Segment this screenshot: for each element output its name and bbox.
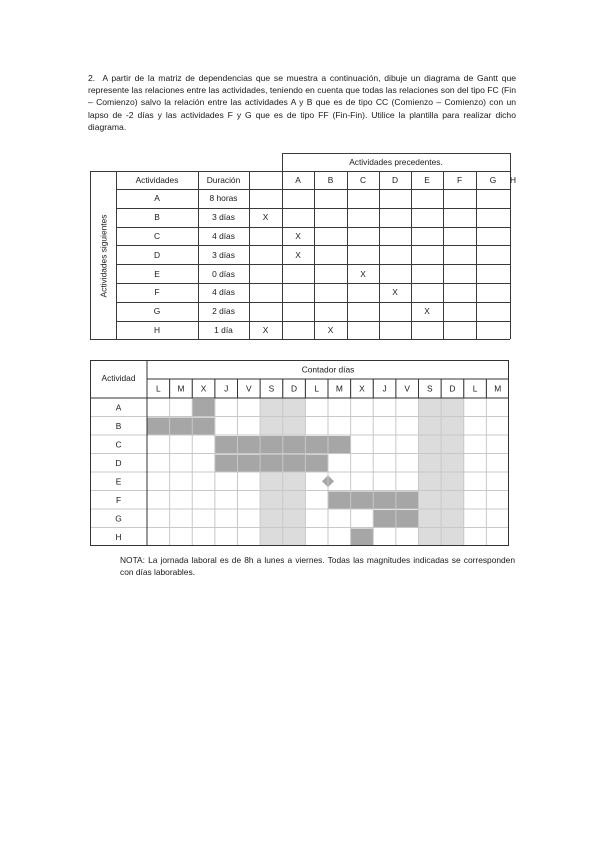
dependency-mark: X xyxy=(262,324,269,335)
grid-line xyxy=(347,171,348,339)
grid-line xyxy=(314,171,315,339)
pred-col-header: G xyxy=(489,175,497,185)
day-label: M xyxy=(335,383,343,394)
row-duration: 3 días xyxy=(212,249,235,260)
activity-label: A xyxy=(115,402,122,413)
question-text xyxy=(88,72,516,133)
gantt-header: Contador días xyxy=(301,364,355,375)
row-duration: 0 días xyxy=(212,268,235,279)
pred-col-header: E xyxy=(424,175,430,185)
group-header: Actividades precedentes. xyxy=(349,157,443,167)
pred-col-header: D xyxy=(391,175,399,185)
task-bar xyxy=(192,399,215,417)
row-duration: 2 días xyxy=(212,306,235,317)
row-duration: 1 día xyxy=(214,324,233,335)
grid-line xyxy=(116,339,510,340)
dependency-matrix xyxy=(90,153,517,341)
day-label: L xyxy=(472,383,478,394)
dependency-mark: X xyxy=(327,324,334,335)
dependency-mark: X xyxy=(262,212,269,223)
grid-line xyxy=(443,171,444,339)
day-label: L xyxy=(155,383,161,394)
day-label: V xyxy=(246,383,252,394)
dependency-mark: X xyxy=(424,306,430,317)
day-label: J xyxy=(224,383,229,394)
dependency-mark: X xyxy=(360,268,366,279)
row-group-label xyxy=(90,171,116,340)
activity-label: G xyxy=(115,513,122,524)
pred-col-header: A xyxy=(295,175,301,185)
day-label: S xyxy=(427,383,433,394)
dependency-mark: X xyxy=(392,287,398,298)
row-activity: B xyxy=(154,212,160,223)
task-bar xyxy=(147,418,215,436)
row-duration: 4 días xyxy=(212,287,235,298)
day-label: M xyxy=(494,383,502,394)
dependency-mark: X xyxy=(295,249,301,260)
day-label: V xyxy=(404,383,410,394)
row-activity: D xyxy=(153,249,161,260)
row-duration: 8 horas xyxy=(209,193,238,204)
day-label: X xyxy=(359,383,365,394)
row-activity: E xyxy=(154,268,160,279)
col-header-activities: Actividades xyxy=(135,175,179,185)
dependency-mark: X xyxy=(295,230,301,241)
row-activity: H xyxy=(153,324,161,335)
pred-col-header: F xyxy=(456,175,463,185)
grid-line xyxy=(379,171,380,339)
pred-col-header: C xyxy=(359,175,367,185)
day-label: X xyxy=(200,383,207,394)
activity-label: F xyxy=(115,494,122,505)
grid-line xyxy=(249,171,250,339)
activity-label: E xyxy=(115,476,122,487)
day-label: S xyxy=(268,383,275,394)
row-activity: F xyxy=(154,287,160,298)
row-activity: G xyxy=(153,306,161,317)
row-activity: C xyxy=(153,230,161,241)
row-duration: 3 días xyxy=(212,212,235,223)
day-label: D xyxy=(291,383,298,394)
gantt-chart xyxy=(90,360,509,546)
task-bar xyxy=(215,455,328,473)
activity-label: B xyxy=(115,420,122,431)
activity-label: C xyxy=(115,439,122,450)
day-label: L xyxy=(314,383,320,394)
corner-label: Actividad xyxy=(101,373,136,384)
activity-label: H xyxy=(115,531,122,542)
col-header-duration: Duración xyxy=(206,175,241,185)
day-label: D xyxy=(449,383,456,394)
day-label: J xyxy=(382,383,387,394)
day-label: M xyxy=(177,383,185,394)
pred-col-header: H xyxy=(510,175,517,185)
question-number: 2. xyxy=(88,73,96,83)
row-activity: A xyxy=(154,193,160,204)
grid-line xyxy=(476,171,477,339)
row-duration: 4 días xyxy=(212,230,235,241)
activity-label: D xyxy=(115,457,122,468)
question-body: A partir de la matriz de dependencias que se muestra a continuación, dibuje un diagrama de Gantt que represente las relaciones entre las actividades, teniendo en cuenta que todas las relaciones son del tipo FC (Fin – Comienzo) salvo la relación entre las actividades A y B que es de tipo CC (Comienzo – Comienzo) con un lapso de -2 días y las actividades F y G que es de tipo FF (Fin-Fin). Utilice la plantilla para realizar dicho diagrama. xyxy=(88,73,516,132)
row-group-label-text: Actividades siguientes xyxy=(98,214,108,297)
task-bar xyxy=(351,529,374,547)
note-text: NOTA: La jornada laboral es de 8h a lunes a viernes. Todas las magnitudes indicadas se corresponden con días laborables. xyxy=(120,555,515,577)
pred-col-header: B xyxy=(327,175,334,185)
